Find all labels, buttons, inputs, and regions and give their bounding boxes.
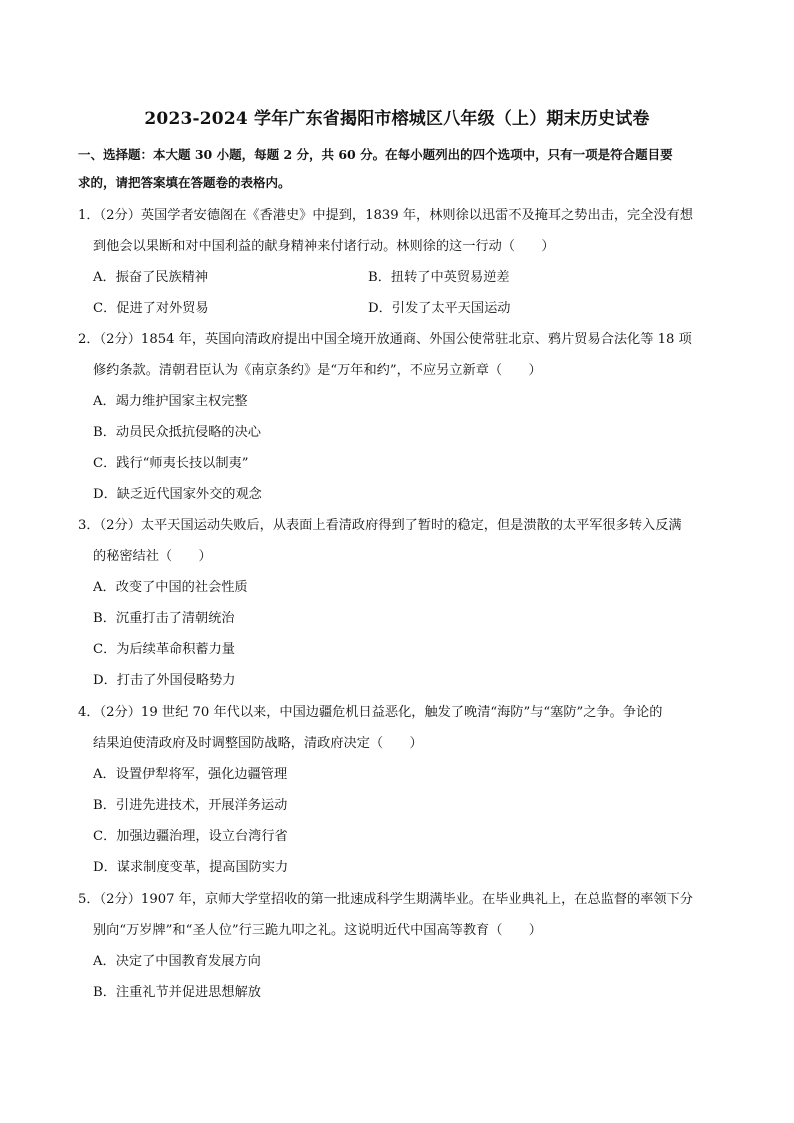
question-3-option-a: A．改变了中国的社会性质 (93, 580, 248, 595)
question-4-stem-line-1: 4．（2分）19 世纪 70 年代以来，中国边疆危机日益恶化，触发了晚清“海防”与“塞防”之争。争论的 (78, 705, 663, 720)
question-1-option-a: A．振奋了民族精神 (93, 270, 209, 285)
question-1-stem-line-1: 1．（2分）英国学者安德阁在《香港史》中提到，1839 年，林则徐以迅雷不及掩耳之势出击，完全没有想 (78, 208, 693, 223)
question-4-stem-line-2: 结果迫使清政府及时调整国防战略，清政府决定（ ） (93, 736, 423, 751)
question-2-stem-line-2: 修约条款。清朝君臣认为《南京条约》是“万年和约”，不应另立新章（ ） (93, 363, 542, 378)
question-2-stem-line-1: 2．（2分）1854 年，英国向清政府提出中国全境开放通商、外国公使常驻北京、鸦片贸易合法化等 18 项 (78, 332, 692, 347)
question-4-option-b: B．引进先进技术，开展洋务运动 (93, 798, 288, 813)
question-4-option-d: D．谋求制度变革，提高国防实力 (93, 860, 289, 875)
question-1-stem-line-2: 到他会以果断和对中国利益的献身精神来付诸行动。林则徐的这一行动（ ） (93, 239, 555, 254)
question-5-option-b: B．注重礼节并促进思想解放 (93, 985, 261, 1000)
question-3-option-d: D．打击了外国侵略势力 (93, 673, 236, 688)
question-4-option-c: C．加强边疆治理，设立台湾行省 (93, 829, 288, 844)
question-3-option-c: C．为后续革命积蓄力量 (93, 642, 235, 657)
question-2-option-c: C．践行“师夷长技以制夷” (93, 456, 249, 471)
question-4-option-a: A．设置伊犁将军，强化边疆管理 (93, 767, 288, 782)
question-3-option-b: B．沉重打击了清朝统治 (93, 611, 235, 626)
question-1-option-b: B．扭转了中英贸易逆差 (368, 270, 510, 285)
question-3-stem-line-2: 的秘密结社（ ） (93, 549, 212, 564)
page-title: 2023-2024 学年广东省揭阳市榕城区八年级（上）期末历史试卷 (144, 109, 650, 129)
question-5-stem-line-1: 5．（2分）1907 年，京师大学堂招收的第一批速成科学生期满毕业。在毕业典礼上，在总监督的率领下分 (78, 892, 693, 907)
question-2-option-a: A．竭力维护国家主权完整 (93, 394, 248, 409)
question-1-option-d: D．引发了太平天国运动 (368, 301, 511, 316)
question-2-option-d: D．缺乏近代国家外交的观念 (93, 487, 262, 502)
section-heading-line-2: 求的，请把答案填在答题卷的表格内。 (78, 175, 291, 190)
question-3-stem-line-1: 3．（2分）太平天国运动失败后，从表面上看清政府得到了暂时的稳定，但是溃散的太平军很多转入反满 (78, 518, 682, 533)
question-5-stem-line-2: 别向“万岁牌”和“圣人位”行三跪九叩之礼。这说明近代中国高等教育（ ） (93, 923, 542, 938)
question-5-option-a: A．决定了中国教育发展方向 (93, 954, 261, 969)
section-heading-line-1: 一、选择题：本大题 30 小题，每题 2 分，共 60 分。在每小题列出的四个选项中，只有一项是符合题目要 (78, 147, 673, 162)
question-2-option-b: B．动员民众抵抗侵略的决心 (93, 425, 261, 440)
question-1-option-c: C．促进了对外贸易 (93, 301, 209, 316)
